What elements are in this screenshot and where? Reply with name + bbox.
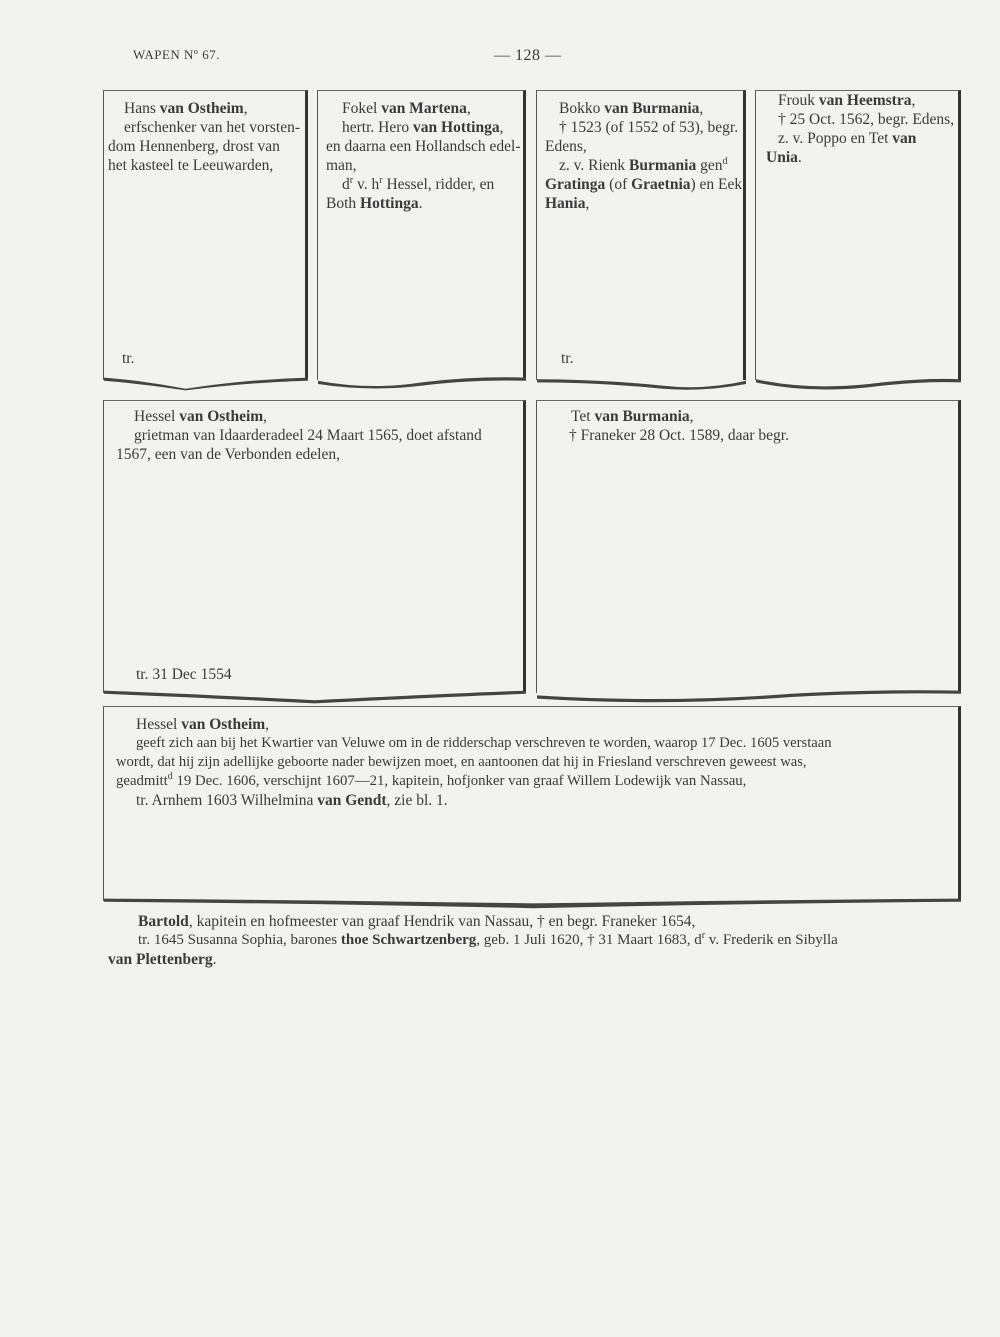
- surname: van Hottinga: [413, 119, 500, 136]
- surname: Hottinga: [360, 195, 419, 212]
- text: tr. 1645 Susanna Sophia, barones: [138, 932, 341, 948]
- text-line: [326, 175, 526, 194]
- surname: Burmania: [629, 157, 697, 174]
- surname: van Burmania: [604, 100, 700, 117]
- surname: van Heemstra: [818, 92, 912, 109]
- text-line: wordt, dat hij zijn adellijke geboorte nader bewijzen moet, en aantoonen dat hij in Friesland verschreven geweest was,: [116, 754, 807, 770]
- text-line: erfschenker van het vorsten-: [124, 119, 301, 136]
- marriage-marker: tr.: [122, 350, 135, 367]
- text-line: dom Hennenberg, drost van: [108, 138, 280, 155]
- surname: Hania: [545, 195, 586, 212]
- text: .: [797, 149, 802, 166]
- text: (of: [605, 176, 632, 193]
- text: Frouk: [778, 92, 819, 109]
- text-line: † 1523 (of 1552 of 53), begr.: [559, 119, 739, 136]
- surname: van Martena: [381, 100, 467, 117]
- text-line: [545, 156, 745, 175]
- name: Bartold: [138, 913, 189, 930]
- text: Fokel: [342, 100, 382, 117]
- text-line: het kasteel te Leeuwarden,: [108, 157, 274, 174]
- text: Bokko: [559, 100, 605, 117]
- surname: van Gendt: [317, 792, 387, 809]
- box-hessel-van-ostheim-2: [103, 706, 961, 901]
- text: Hessel: [134, 408, 180, 425]
- text-line: [116, 772, 956, 791]
- text: ,: [243, 100, 248, 117]
- name-line: [549, 407, 959, 426]
- box-text: [108, 99, 310, 175]
- text-line: grietman van Idaarderadeel 24 Maart 1565, doet afstand: [134, 427, 482, 444]
- surname: Graetnia: [631, 176, 691, 193]
- text-line: [326, 194, 526, 213]
- text-line: en daarna een Hollandsch edel-: [326, 138, 521, 155]
- text: hertr. Hero: [342, 119, 414, 136]
- surname: van Ostheim: [179, 408, 264, 425]
- text-line: geeft zich aan bij het Kwartier van Veluwe om in de ridderschap verschreven te worden, waarop 17 Dec. 1605 verstaan: [136, 735, 832, 751]
- superscript: r: [349, 174, 354, 186]
- name-line: [545, 99, 745, 118]
- box-text: [326, 99, 526, 213]
- text-line: [766, 148, 962, 167]
- surname: van Plettenberg: [108, 951, 213, 968]
- text: Tet: [571, 408, 595, 425]
- bartold-entry: [108, 912, 968, 969]
- scroll-ornament: [537, 689, 961, 705]
- text-line: [108, 912, 968, 931]
- text: .: [212, 951, 217, 968]
- text-line: man,: [326, 157, 357, 174]
- text-line: [766, 129, 962, 148]
- box-frouk-van-heemstra: [755, 90, 961, 380]
- scroll-ornament: [104, 897, 961, 913]
- surname: van Burmania: [594, 408, 690, 425]
- text: gen: [696, 157, 723, 174]
- text: ,: [699, 100, 704, 117]
- box-text: [116, 407, 526, 464]
- surname: Unia: [766, 149, 798, 166]
- text: , kapitein en hofmeester van graaf Hendrik van Nassau, † en begr. Franeker 1654,: [188, 913, 696, 930]
- text-line: 1567, een van de Verbonden edelen,: [116, 446, 340, 463]
- text-line: Edens,: [545, 138, 587, 155]
- superscript: r: [701, 930, 706, 941]
- scroll-ornament: [318, 376, 526, 392]
- text: Both: [326, 195, 361, 212]
- name-line: [326, 99, 526, 118]
- text-line: † 25 Oct. 1562, begr. Edens,: [778, 111, 955, 128]
- surname: van: [892, 130, 917, 147]
- scroll-ornament: [104, 689, 526, 705]
- text: ,: [689, 408, 694, 425]
- text: , zie bl. 1.: [386, 792, 448, 809]
- text-line: [108, 950, 968, 969]
- superscript: d: [167, 771, 173, 783]
- superscript: r: [379, 174, 383, 186]
- box-hessel-van-ostheim-1: [103, 400, 526, 693]
- box-text: [545, 99, 745, 213]
- superscript: d: [722, 155, 728, 167]
- box-hans-van-ostheim: [103, 90, 308, 380]
- text: ,: [585, 195, 590, 212]
- text: Hessel: [136, 716, 182, 733]
- scroll-ornament: [537, 376, 746, 392]
- plate-number: WAPEN Nº 67.: [133, 47, 220, 62]
- text-line: [116, 791, 956, 810]
- text: Hans: [124, 100, 160, 117]
- text: 19 Dec. 1606, verschijnt 1607—21, kapitein, hofjonker van graaf Willem Lodewijk van Nassau,: [172, 773, 747, 789]
- text-line: [108, 931, 968, 950]
- page-number: — 128 —: [494, 47, 562, 64]
- text: z. v. Poppo en Tet: [778, 130, 893, 147]
- box-bokko-van-burmania: [536, 90, 746, 380]
- name-line: [120, 99, 310, 118]
- text: z. v. Rienk: [559, 157, 630, 174]
- surname: van Ostheim: [181, 716, 266, 733]
- text: ,: [265, 716, 270, 733]
- text: geadmitt: [116, 773, 168, 789]
- text: , geb. 1 Juli 1620, † 31 Maart 1683, d: [476, 932, 702, 948]
- box-text: [116, 715, 956, 810]
- scroll-ornament: [104, 376, 308, 392]
- marriage-marker: tr.: [561, 350, 574, 367]
- box-tet-van-burmania: [536, 400, 961, 693]
- text-line: [326, 118, 526, 137]
- surname: thoe Schwartzenberg: [340, 932, 477, 948]
- text: Hessel, ridder, en: [382, 176, 495, 193]
- text: d: [342, 176, 350, 193]
- text: .: [418, 195, 423, 212]
- text: ,: [466, 100, 471, 117]
- scroll-ornament: [756, 376, 961, 392]
- name-line: [116, 715, 956, 734]
- text-line: † Franeker 28 Oct. 1589, daar begr.: [569, 427, 789, 444]
- box-text: [766, 91, 962, 167]
- text: ,: [911, 92, 916, 109]
- surname: van Ostheim: [159, 100, 244, 117]
- marriage-marker: tr. 31 Dec 1554: [136, 666, 232, 683]
- text: v. h: [353, 176, 380, 193]
- name-line: [766, 91, 962, 110]
- surname: Gratinga: [545, 176, 606, 193]
- text-line: [545, 194, 745, 213]
- text-line: [545, 175, 745, 194]
- text: v. Frederik en Sibylla: [705, 932, 838, 948]
- text: tr. Arnhem 1603 Wilhelmina: [136, 792, 318, 809]
- text: ,: [263, 408, 268, 425]
- box-fokel-van-martena: [317, 90, 526, 380]
- text: ,: [499, 119, 504, 136]
- text: ) en Eek: [690, 176, 743, 193]
- box-text: [549, 407, 959, 445]
- name-line: [116, 407, 526, 426]
